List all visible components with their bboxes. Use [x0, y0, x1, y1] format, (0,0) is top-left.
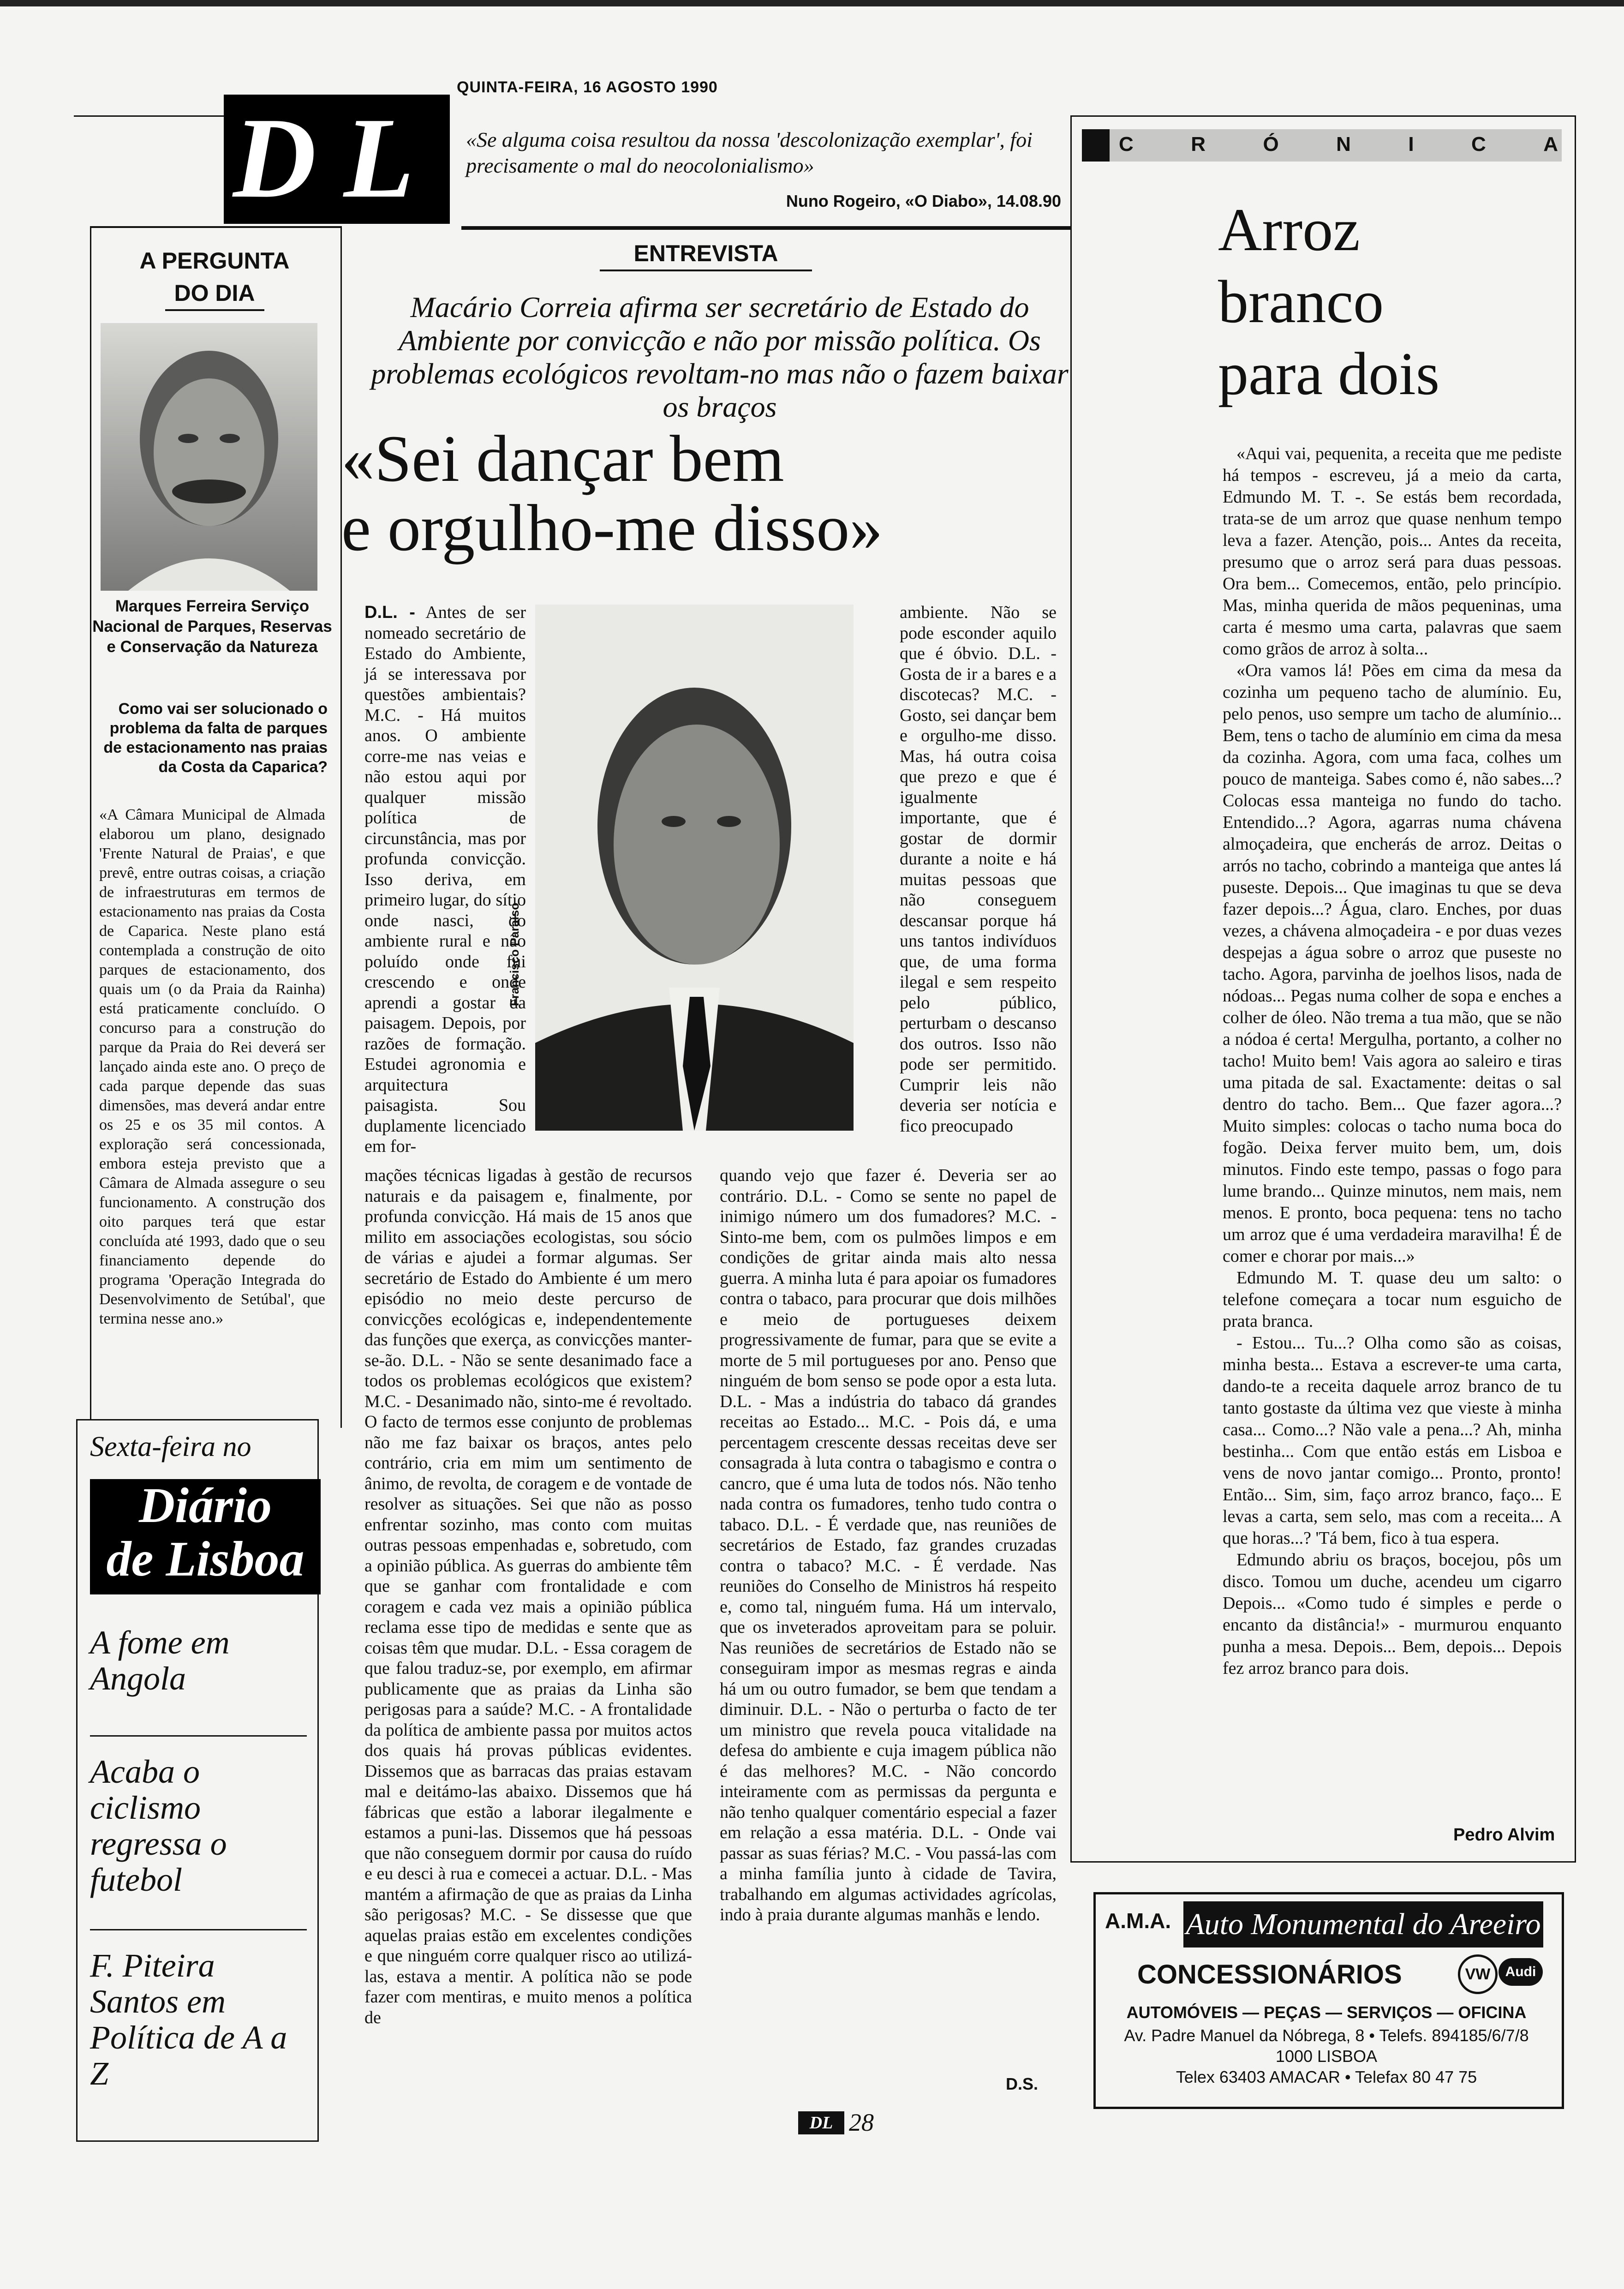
cronica-paragraph: Edmundo abriu os braços, bocejou, pôs um disco. Tomou um duche, acendeu um cigarro Depois... «Como tudo é simples e perde o encanto da distância!» - murmurou enquanto punha a mesa. Depois... Bem, depois... Depois fez arroz branco para dois. [1223, 1550, 1562, 1678]
headline-line1: «Sei dançar bem [341, 422, 784, 496]
cronica-section-bar [1082, 129, 1562, 162]
ad-script-name: Auto Monumental do Areeiro [1183, 1901, 1543, 1947]
pergunta-title [90, 245, 339, 311]
promo-divider [90, 1929, 307, 1930]
ad-services: AUTOMÓVEIS — PEÇAS — SERVIÇOS — OFICINA [1126, 2003, 1527, 2022]
quote-attribution: Nuno Rogeiro, «O Diabo», 14.08.90 [786, 192, 1061, 210]
interview-photo-illustration [535, 605, 854, 1131]
audi-logo-icon: Audi [1499, 1958, 1543, 1986]
cronica-paragraph: «Aqui vai, pequenita, a receita que me pediste há tempos - escreveu, já a meio da carta, Edmundo M. T. -. Se estás bem recordada, trata-se de um arroz que quase nenhum tempo leva a fazer. Atenção, pois... Antes da receita, presumo que o arroz será para duas pessoas. Ora bem... Comecemos, então, pelo princípio. Mas, minha querida de mãos pequeninas, uma carta é mesmo uma carta, palavras que saem como grãos de arroz à solta... [1223, 444, 1562, 659]
cronica-letter: Ó [1263, 133, 1283, 156]
ad-address: Av. Padre Manuel da Nóbrega, 8 • Telefs. 894185/6/7/8 [1124, 2026, 1529, 2045]
promo-divider [90, 1735, 307, 1737]
interview-col-b: ambiente. Não se pode esconder aquilo que é óbvio. D.L. - Gosta de ir a bares e a discotecas? M.C. - Gosto, sei dançar bem e orgulho-me disso. Mas, há outra coisa que prezo e que é igualmente importante, que é gostar de dormir durante a noite e há muitas pessoas que não conseguem descansar porque há uns tantos indivíduos que, de uma forma ilegal e sem respeito pelo público, perturbam o descanso dos outros. Isso não pode ser permitido. Cumprir leis não deveria ser notícia e fico preocupado [900, 603, 1057, 1136]
cronica-letter: C [1471, 133, 1490, 156]
pergunta-title-line1: A PERGUNTA [139, 248, 290, 274]
cronica-letter: R [1191, 133, 1209, 156]
ad-headline: CONCESSIONÁRIOS [1137, 1959, 1402, 1989]
cronica-letter: C [1119, 133, 1137, 156]
pergunta-title-line2: DO DIA [165, 277, 264, 311]
promo-item: F. Piteira Santos em Política de A a Z [90, 1947, 287, 2092]
interview-headline [341, 422, 1080, 565]
top-rule [0, 0, 1624, 6]
cronica-title-line1: Arroz [1218, 196, 1360, 264]
cronica-letters [1119, 133, 1562, 156]
cronica-letter: N [1336, 133, 1355, 156]
cronica-paragraph: «Ora vamos lá! Pões em cima da mesa da cozinha um pequeno tacho de alumínio. Eu, pelo penos, uso sempre um tacho de alumínio... Bem, tens o tacho de alumínio em cima da mesa da cozinha. Agora, com uma faca, colhes um pouco de manteiga. Sabes como é, não sabes...? Colocas essa manteiga no fundo do tacho. Entendido...? Agora, agarras numa chávena almoçadeira, que encherás de arroz. Deitas o arrós no tacho, cobrindo a manteiga que antes lá puseste. Depois... Que imaginas tu que se deva fazer depois...? Água, claro. Enches, por duas vezes, a chávena almoçadeira - e por duas vezes despejas a água sobre o arroz que puseste no tacho. Agora, parvinha de joelhos lisos, nada de nódoas... Pegas numa colher de sopa e enches a colher de óleo. Não trema a tua mão, que se não a nódoa é certa! Mergulha, portanto, a colher no tacho! Muito bem! Vais agora ao saleiro e tiras uma pitada de sal. Exactamente: deitas o sal dentro do tacho. Bem... Que fazer agora...? Muito simples: colocas o tacho numa boca do fogão. Deixa ferver muito bem, um, dois minutos. Findo este tempo, passas o fogo para lume brando... Quinze minutos, nem mais, nem menos. E pronto, boca pequena: tens no tacho um arroz que é uma verdadeira maravilha! É de comer e chorar por mais...» [1223, 661, 1562, 1266]
cronica-title [1218, 194, 1439, 410]
interview-col-a [364, 602, 526, 1157]
diario-de-lisboa-logo [90, 1479, 321, 1594]
interview-subtitle: Macário Correia afirma ser secretário de Estado do Ambiente por convicção e não por missão política. Os problemas ecológicos revoltam-no mas não o fazem baixar os braços [371, 291, 1069, 423]
cronica-body [1223, 443, 1562, 1679]
speaker-label: D.L. - [364, 603, 415, 622]
cronica-paragraph: - Estou... Tu...? Olha como são as coisas, minha besta... Estava a escrever-te uma carta, dando-te a receita daquele arroz branco de tu tanto gostaste da última vez que vieste à minha casa... Como...? Não vale a pena...? Ah, minha bestinha... Com que então estás em Lisboa e vens de novo jantar comigo... Pronto, pronto! Então... Sim, sim, faço arroz branco, faço... E levas a carta, sem selo, mas com a receita... A que horas...? 'Tá bem, fico à tua espera. [1223, 1333, 1562, 1548]
footer-logo: DL [798, 2111, 844, 2134]
interview-photo [535, 605, 854, 1131]
promo-item: Acaba o ciclismo regressa o futebol [90, 1753, 227, 1898]
masthead-quote: «Se alguma coisa resultou da nossa 'descolonização exemplar', foi precisamente o mal do neocolonialismo» [466, 128, 1033, 177]
cronica-title-line2: branco [1218, 268, 1384, 336]
logo-letter-d: D [233, 94, 316, 222]
interview-text: Antes de ser nomeado secretário de Estado do Ambiente, já se interessava por questões ambientais? M.C. - Há muitos anos. O ambiente corre-me nas veias e não estou aqui por qualquer missão política de circunstância, mas por profunda convicção. Isso deriva, em primeiro lugar, do sítio onde nasci, do ambiente rural e não poluído onde fui crescendo e onde aprendi a gostar da paisagem. Depois, por razões de formação. Estudei agronomia e arquitectura paisagista. Sou duplamente licenciado em for- [364, 603, 526, 1156]
masthead-rule [74, 115, 226, 117]
header-rule [461, 226, 1070, 230]
cronica-letter: A [1543, 133, 1562, 156]
vw-logo-icon: VW [1458, 1954, 1498, 1994]
interview-col-d: quando vejo que fazer é. Deveria ser ao contrário. D.L. - Como se sente no papel de inimigo número um dos fumadores? M.C. - Sinto-me bem, com os pulmões limpos e em condições de gritar ainda mais alto nessa guerra. A minha luta é para apoiar os fumadores contra o tabaco, para procurar que dois milhões e meio de portugueses deixem progressivamente de fumar, para que se evite a morte de 5 mil portugueses por ano. Penso que ninguém de bom senso se pode opor a esta luta. D.L. - Mas a indústria do tabaco dá grandes receitas ao Estado... M.C. - Pois dá, e uma percentagem crescente dessas receitas deve ser consagrada à luta contra o tabagismo e contra o cancro, que é uma luta de todos nós. Não tenho nada contra os fumadores, tenho tudo contra o tabaco. D.L. - É verdade que, nas reuniões de secretários de Estado, faz grandes cruzadas contra o tabaco? M.C. - É verdade. Nas reuniões do Conselho de Ministros há respeito e, como tal, ninguém fuma. Há um intervalo, que os inveterados aproveitam para se poluir. Nas reuniões de secretários de Estado não se conseguiram impor as mesmas regras e ainda há um ou outro fumador, se bem que tendam a diminuir. D.L. - Não o perturba o facto de ter um ministro que revela pouca vitalidade na defesa do ambiente e cuja imagem pública não é das melhores? M.C. - Não concordo inteiramente com as permissas da pergunta e não tenho qualquer comentário especial a fazer em relação a essa matéria. D.L. - Onde vai passar as suas férias? M.C. - Vou passá-las com a minha família junto à cidade de Tavira, trabalhando em algumas actividades agrícolas, indo à praia durante algumas manhãs e lendo. [720, 1166, 1057, 1924]
dl-logo [224, 95, 450, 224]
photo-credit: Francisco Paraíso [508, 903, 521, 1006]
cronica-title-line3: para dois [1218, 340, 1440, 407]
pergunta-answer: «A Câmara Municipal de Almada elaborou um plano, designado 'Frente Natural de Praias', e que prevê, entre outras coisas, a criação de infraestruturas em termos de estacionamento nas praias da Costa de Caparica. Neste plano está contemplada a construção de oito parques de estacionamento, dos quais um (o da Praia da Rainha) está praticamente concluído. O concurso para a construção do parque da Praia do Rei deverá ser lançado ainda este ano. O preço de cada parque depende das suas dimensões, mas deverá andar entre os 25 e os 35 mil contos. A exploração será concessionada, embora esteja previsto que a Câmara de Almada assegure o seu funcionamento. A construção dos oito parques terá que estar concluída até 1993, dado que o seu financiamento depende do programa 'Operação Integrada do Desenvolvimento de Setúbal', que termina nesse ano.» [99, 806, 325, 1327]
diario-logo-line1: Diário [138, 1478, 272, 1533]
ad-city: 1000 LISBOA [1275, 2047, 1378, 2066]
portrait-illustration [101, 323, 317, 591]
cronica-author: Pedro Alvim [1453, 1825, 1555, 1845]
ad-brand: A.M.A. [1105, 1909, 1171, 1933]
page-number: 28 [849, 2109, 874, 2136]
section-label: ENTREVISTA [600, 240, 812, 271]
diario-logo-line2: de Lisboa [106, 1532, 304, 1587]
headline-line2: e orgulho-me disso» [341, 491, 883, 565]
logo-letter-l: L [344, 94, 414, 222]
interview-signature: D.S. [1006, 2074, 1039, 2093]
ad-telex: Telex 63403 AMACAR • Telefax 80 47 75 [1176, 2067, 1477, 2086]
portrait-photo [101, 323, 317, 591]
cronica-paragraph: Edmundo M. T. quase deu um salto: o telefone começara a tocar num esguicho de prata branca. [1223, 1268, 1562, 1331]
masthead-date: QUINTA-FEIRA, 16 AGOSTO 1990 [457, 78, 718, 96]
cronica-bullet [1082, 129, 1110, 162]
portrait-caption: Marques Ferreira Serviço Nacional de Parques, Reservas e Conservação da Natureza [92, 597, 332, 656]
pergunta-question: Como vai ser solucionado o problema da falta de parques de estacionamento nas praias da Costa da Caparica? [103, 700, 328, 776]
cronica-letter: I [1408, 133, 1418, 156]
promo-title: Sexta-feira no [90, 1431, 251, 1462]
interview-col-c: mações técnicas ligadas à gestão de recursos naturais e da paisagem e, finalmente, por profunda convicção. Há mais de 15 anos que milito em associações ecologistas, sou sócio de várias e ajudei a formar algumas. Ser secretário de Estado do Ambiente é um mero episódio no meio deste percurso de convicções ecológicas e, independentemente das funções que exerça, as convicções manter-se-ão. D.L. - Não se sente desanimado face a todos os problemas ecológicos que existem? M.C. - Desanimado não, sinto-me é revoltado. O facto de termos esse conjunto de problemas não me faz baixar os braços, antes pelo contrário, cria em mim um sentimento de ânimo, de revolta, de coragem e de vontade de resolver as situações. Sei que não as posso enfrentar sozinho, mas conto com muitas outras pessoas empenhadas e, sobretudo, com a opinião pública. As guerras do ambiente têm que se ganhar com frontalidade e com coragem e cada vez mais a opinião pública reclama esse tipo de medidas e sente que as coisas têm que mudar. D.L. - Essa coragem de que falou traduz-se, por exemplo, em afirmar publicamente que as praias da Linha são perigosas para a saúde? M.C. - A frontalidade da política de ambiente passa por muitos actos dos quais há provas públicas evidentes. Dissemos que as barracas das praias estavam mal e deitámo-las abaixo. Dissemos que há fábricas que estão a laborar ilegalmente e estamos a puni-las. Dissemos que há pessoas que não conseguem dormir por causa do ruído e eu desci à rua e comecei a actuar. D.L. - Mas mantém a afirmação de que as praias da Linha são perigosas? M.C. - Se dissesse que que aquelas praias estão em excelentes condições e que ninguém corre qualquer risco ao utilizá-las, estava a mentir. A política não se pode fazer com mentiras, e muito menos a política de [364, 1166, 692, 2027]
promo-item: A fome em Angola [90, 1624, 230, 1697]
